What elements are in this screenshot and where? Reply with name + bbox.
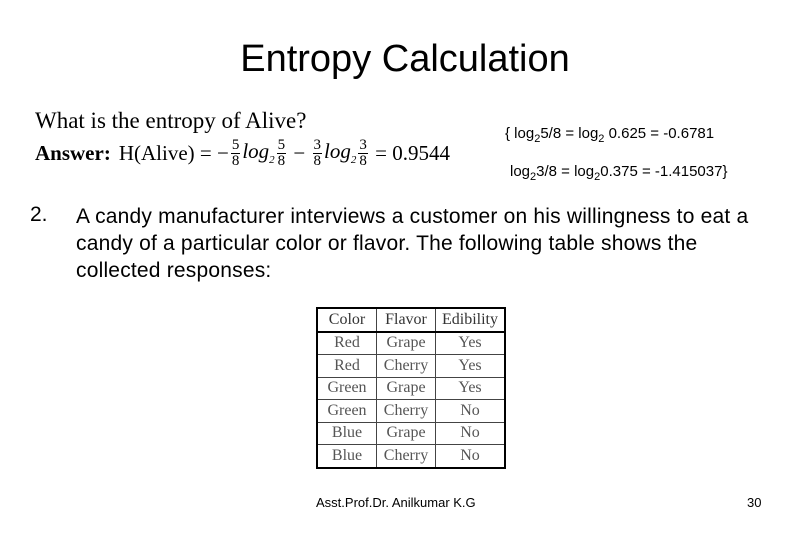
table-cell: Grape [377,332,436,355]
answer-formula [35,133,450,173]
table-cell: Green [317,400,377,423]
minus-sign: − [288,140,311,165]
table-row [317,445,505,468]
fraction-3-8-arg [358,138,368,169]
log-note-2: $\log_23/8 = \log_20.375 = -1.415037$} [510,163,728,183]
table-row [317,400,505,423]
table-cell: Yes [436,355,506,378]
slide-footer: Asst.Prof.Dr. Anilkumar K.G [316,495,476,510]
candy-responses-table [316,307,506,469]
fraction-numerator: 3 [313,136,322,153]
table-header-row [317,308,505,332]
table-cell: Grape [377,422,436,445]
table-cell: Red [317,355,377,378]
log-term: $\log_2$ [242,139,275,167]
table-cell: Green [317,377,377,400]
table-cell: No [436,400,506,423]
table-cell: No [436,445,506,468]
answer-result: = 0.9544 [369,140,450,165]
table-row [317,422,505,445]
answer-lhs: H(Alive) = − [118,140,229,165]
table-row [317,377,505,400]
table-cell: Yes [436,332,506,355]
fraction-denominator: 8 [359,152,367,169]
page-number: 30 [747,495,762,510]
table-cell: Red [317,332,377,355]
table-cell: Cherry [377,445,436,468]
table-cell: Grape [377,377,436,400]
log-note-1: { $\log_25/8 = \log_2 0.625 = -0.6781$ [505,125,715,145]
question-text: What is the entropy of Alive? [35,108,307,133]
table-cell: No [436,422,506,445]
fraction-denominator: 8 [277,152,286,169]
table-cell: Blue [317,422,377,445]
fraction-denominator: 8 [231,152,240,169]
table-row [317,355,505,378]
list-item-text: A candy manufacturer interviews a customer on his willingness to eat a candy of a particular color or flavor. The following table shows the collected responses: [76,205,749,282]
log-term: $\log_2$ [324,139,357,167]
column-header-color: Color [317,308,377,332]
fraction-denominator: 8 [313,152,322,169]
table-cell: Blue [317,445,377,468]
table-cell: Cherry [377,355,436,378]
column-header-flavor: Flavor [377,308,436,332]
fraction-numerator: 3 [359,136,367,153]
fraction-numerator: 5 [231,136,240,153]
answer-label: Answer: [35,140,111,165]
list-item-number: 2. [30,203,48,226]
table-cell: Cherry [377,400,436,423]
fraction-5-8 [231,138,241,169]
table-row [317,332,505,355]
table-cell: Yes [436,377,506,400]
slide-title: Entropy Calculation [240,38,570,80]
fraction-3-8 [313,138,323,169]
fraction-numerator: 5 [277,136,286,153]
column-header-edibility: Edibility [436,308,506,332]
fraction-5-8-arg [277,138,287,169]
